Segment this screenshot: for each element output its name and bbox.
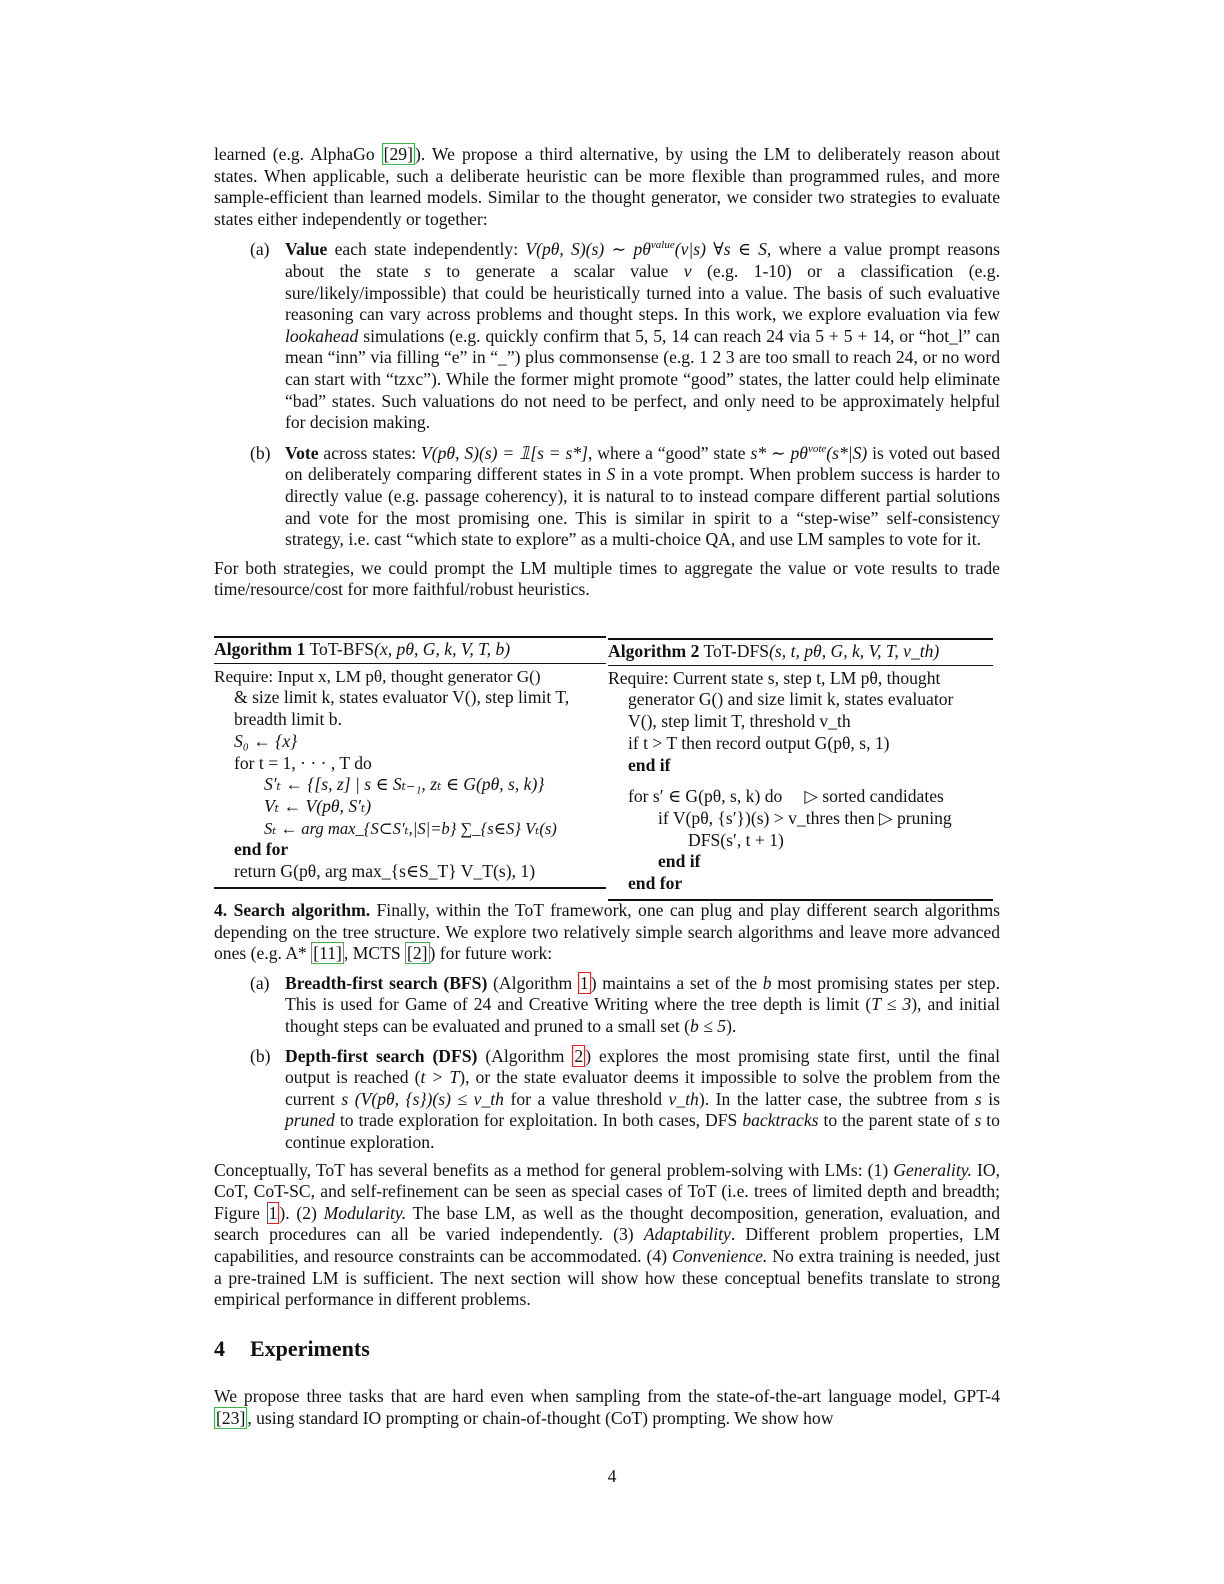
text: (Algorithm (487, 972, 578, 993)
algorithm-args: (x, pθ, G, k, V, T, b) (374, 639, 511, 659)
text: to the parent state of (818, 1110, 975, 1131)
text: in a vote prompt. When problem success is harder to directly value (e.g. passage coherency), it is natural to to instead compare different partial solutions and vote for the most promising one. This is similar in spirit to a “step-wise” self-consistency strategy, i.e. cast “which state to explore” as a multi-choice QA, and use LM samples to vote for it. (285, 464, 1000, 550)
dfs-list-item (214, 1046, 1000, 1154)
term-value: Value (285, 239, 328, 260)
text: to continue exploration. (285, 1110, 1000, 1152)
list-label: (b) (250, 1045, 271, 1066)
alg-line: end for (234, 839, 289, 860)
term-bfs: Breadth-first search (BFS) (285, 972, 488, 993)
text: ) explores the most promising state first, until the final output is reached ( (285, 1045, 1000, 1088)
text: , using standard IO prompting or chain-of-thought (CoT) prompting. We show how (247, 1407, 834, 1428)
text: ), and initial thought steps can be evaluated and pruned to a small set ( (285, 994, 1000, 1036)
algorithm-2-title (608, 638, 993, 666)
text: where a value prompt reasons about the state (285, 239, 1000, 281)
emphasis: Adaptability (643, 1224, 731, 1245)
algorithm-label: Algorithm 1 (214, 639, 306, 659)
algorithm-name: ToT-BFS (305, 639, 375, 659)
page-number: 4 (607, 1466, 617, 1486)
citation-2[interactable]: [2] (407, 943, 428, 964)
text: is voted out based on deliberately comparing different states in (285, 442, 1001, 485)
emphasis: Generality. (893, 1159, 972, 1180)
text: (e.g. 1-10) or a classification (e.g. sure/likely/impossible) that could be heuristically turned into a value. The basis of such evaluative reasoning can vary across problems and thought steps. In this work, we explore evaluation via few (285, 260, 1000, 325)
alg-line-with-comment (608, 786, 993, 808)
paragraph-search (214, 900, 1000, 965)
math: v_th (668, 1088, 699, 1109)
text: for a value threshold (503, 1088, 669, 1109)
algorithm-args: (s, t, pθ, G, k, V, T, v_th) (769, 641, 940, 661)
math-var: v (683, 260, 692, 281)
paragraph-both-strategies: For both strategies, we could prompt the LM multiple times to aggregate the value or vote results to trade time/resource/cost for more faithful/robust heuristics. (214, 557, 1000, 600)
formula: s* ∼ pθ (750, 442, 808, 463)
math: s (974, 1110, 982, 1131)
math-var: b (762, 972, 772, 993)
text: each state independently: (327, 239, 526, 260)
alg-line: for t = 1, · · · , T do (234, 752, 372, 773)
list-label: (a) (250, 239, 270, 260)
alg-line: end if (658, 851, 701, 872)
algorithm-1-box (214, 636, 606, 889)
math-var: S (606, 464, 616, 485)
section-title: Experiments (250, 1336, 370, 1361)
alg-comment: ▷ sorted candidates (804, 786, 944, 807)
text: . Different problem properties, LM capabilities, and resource constraints can be accommodated. (4) (214, 1224, 1000, 1266)
text: to generate a scalar value (430, 260, 684, 281)
section-number: 4 (214, 1336, 225, 1361)
value-list-item (214, 239, 1000, 433)
bfs-list-item (214, 973, 1000, 1038)
paragraph-heading: 4. Search algorithm. (214, 900, 371, 920)
text: , MCTS (343, 943, 406, 964)
text: simulations (e.g. quickly confirm that 5, 5, 14 can reach 24 via 5 + 5 + 14, or “hot_l” can mean “inn” via filling “e” in “_”) plus commonsense (e.g. 1 2 3 are too small to reach 24, or no word can start with “tzxc”). While the former might promote “good” states, the latter could help eliminate “bad” states. Such valuations do not need to be perfect, and only need to be approximately helpful for decision making. (285, 325, 1000, 433)
text: IO, CoT, CoT-SC, and self-refinement can be seen as special cases of ToT (i.e. trees of limited depth and breadth; Figure (214, 1159, 1000, 1223)
term-vote: Vote (285, 442, 319, 463)
text: ). (2) (279, 1202, 324, 1223)
alg-line: S′ₜ ← {[s, z] | s ∈ Sₜ₋₁, zₜ ∈ G(pθ, s, k)} (264, 774, 545, 795)
text: ), or the state evaluator deems it impossible to solve the problem from the current (285, 1067, 1000, 1109)
list-label: (b) (250, 442, 271, 463)
text: Conceptually, ToT has several benefits as a method for general problem-solving with LMs: (1) (214, 1159, 894, 1180)
emphasis: Modularity. (323, 1202, 407, 1223)
alg-line: Vₜ ← V(pθ, S′ₜ) (264, 795, 372, 816)
alg-line: return G(pθ, arg max_{s∈S_T} V_T(s), 1) (234, 861, 536, 882)
math: b ≤ 5 (690, 1015, 727, 1036)
text: ) for future work: (429, 943, 553, 964)
text: learned (e.g. AlphaGo (214, 144, 382, 164)
term-dfs: Depth-first search (DFS) (285, 1045, 478, 1066)
formula: V(pθ, S)(s) = 𝟙[s = s*] (421, 442, 589, 463)
section-heading-experiments (214, 1336, 370, 1362)
text: Finally, within the ToT framework, one can plug and play different search algorithms depending on the tree structure. We explore two relatively simple search algorithms and leave more advanced ones (e.g. A* (214, 900, 1000, 964)
list-label: (a) (250, 972, 270, 993)
alg-line: Sₜ ← arg max_{S⊂S′ₜ,|S|=b} ∑_{s∈S} Vₜ(s) (264, 818, 557, 838)
text: ). (726, 1015, 737, 1036)
text: No extra training is needed, just a pre-trained LM is sufficient. The next section will show how these conceptual benefits translate to strong empirical performance in different problems. (214, 1245, 1000, 1310)
emphasis: backtracks (742, 1110, 819, 1131)
formula: (v|s) ∀s ∈ S, (674, 239, 772, 260)
algorithm-label: Algorithm 2 (608, 641, 700, 661)
text: ). We propose a third alternative, by using the LM to deliberately reason about states. When applicable, such a deliberate heuristic can be more flexible than programmed rules, and more sample-efficient than learned models. Similar to the thought generator, we consider two strategies to evaluate states either independently or together: (214, 144, 1000, 229)
text: ) maintains a set of the (590, 972, 763, 993)
vote-list-item (214, 443, 1000, 551)
formula-sup: value (650, 239, 675, 252)
alg-line: end if (628, 754, 671, 775)
alg-line: if t > T then record output G(pθ, s, 1) (628, 732, 890, 753)
search-algorithm-section (214, 900, 1000, 1311)
alg-line: generator G() and size limit k, states evaluator (628, 689, 954, 710)
alg-line: Require: Current state s, step t, LM pθ, thought (608, 667, 941, 688)
text: across states: (318, 442, 422, 463)
citation-29[interactable]: [29] (383, 144, 413, 164)
text: is (981, 1088, 1000, 1109)
emphasis: Convenience. (672, 1245, 768, 1266)
math-var: s (424, 260, 431, 281)
algorithm-1-ref[interactable]: 1 (579, 972, 589, 993)
paragraph-conceptual-benefits (214, 1160, 1000, 1311)
alg-line: breadth limit b. (234, 709, 342, 730)
alg-line: if V(pθ, {s′})(s) > v_thres then ▷ pruning (658, 807, 952, 828)
emphasis: pruned (285, 1110, 335, 1131)
algorithm-1-title (214, 636, 606, 664)
math: t > T (420, 1067, 460, 1088)
text: (Algorithm (477, 1045, 573, 1066)
algorithm-name: ToT-DFS (699, 641, 770, 661)
citation-11[interactable]: [11] (313, 943, 342, 964)
figure-1-ref[interactable]: 1 (268, 1202, 278, 1223)
formula: (s*|S) (826, 442, 868, 463)
algorithm-2-box (608, 638, 993, 901)
citation-23[interactable]: [23] (216, 1407, 246, 1428)
paragraph-evaluator (214, 144, 1000, 230)
formula: V(pθ, S)(s) ∼ pθ (525, 239, 651, 260)
formula-sup: vote (807, 442, 827, 455)
alg-line: S₀ ← {x} (234, 730, 298, 751)
alg-line: & size limit k, states evaluator V(), step limit T, (234, 687, 570, 708)
algorithm-2-body (608, 666, 993, 901)
alg-line: for s′ ∈ G(pθ, s, k) do (628, 786, 783, 807)
intro-paragraph (214, 144, 1000, 601)
paragraph-experiments (214, 1386, 1000, 1429)
text: , where a “good” state (588, 442, 751, 463)
experiments-intro (214, 1386, 1000, 1429)
alg-line: end for (628, 873, 683, 894)
math: s (V(pθ, {s})(s) ≤ v_th (341, 1088, 504, 1109)
text: We propose three tasks that are hard even when sampling from the state-of-the-art language model, GPT-4 (214, 1386, 1000, 1406)
math: s (974, 1088, 982, 1109)
alg-line: Require: Input x, LM pθ, thought generator G() (214, 666, 541, 686)
algorithm-1-body (214, 664, 606, 889)
math: T ≤ 3 (871, 994, 912, 1015)
text: ). In the latter case, the subtree from (698, 1088, 975, 1109)
text: to trade exploration for exploitation. In both cases, DFS (334, 1110, 743, 1131)
alg-line: V(), step limit T, threshold v_th (628, 711, 851, 732)
algorithm-2-ref[interactable]: 2 (574, 1045, 584, 1066)
text: most promising states per step. This is used for Game of 24 and Creative Writing where the tree depth is limit ( (285, 972, 1000, 1015)
alg-line: DFS(s′, t + 1) (688, 829, 784, 850)
emphasis: lookahead (285, 325, 359, 346)
text: The base LM, as well as the thought decomposition, generation, evaluation, and search procedures can all be varied independently. (3) (214, 1202, 1000, 1245)
